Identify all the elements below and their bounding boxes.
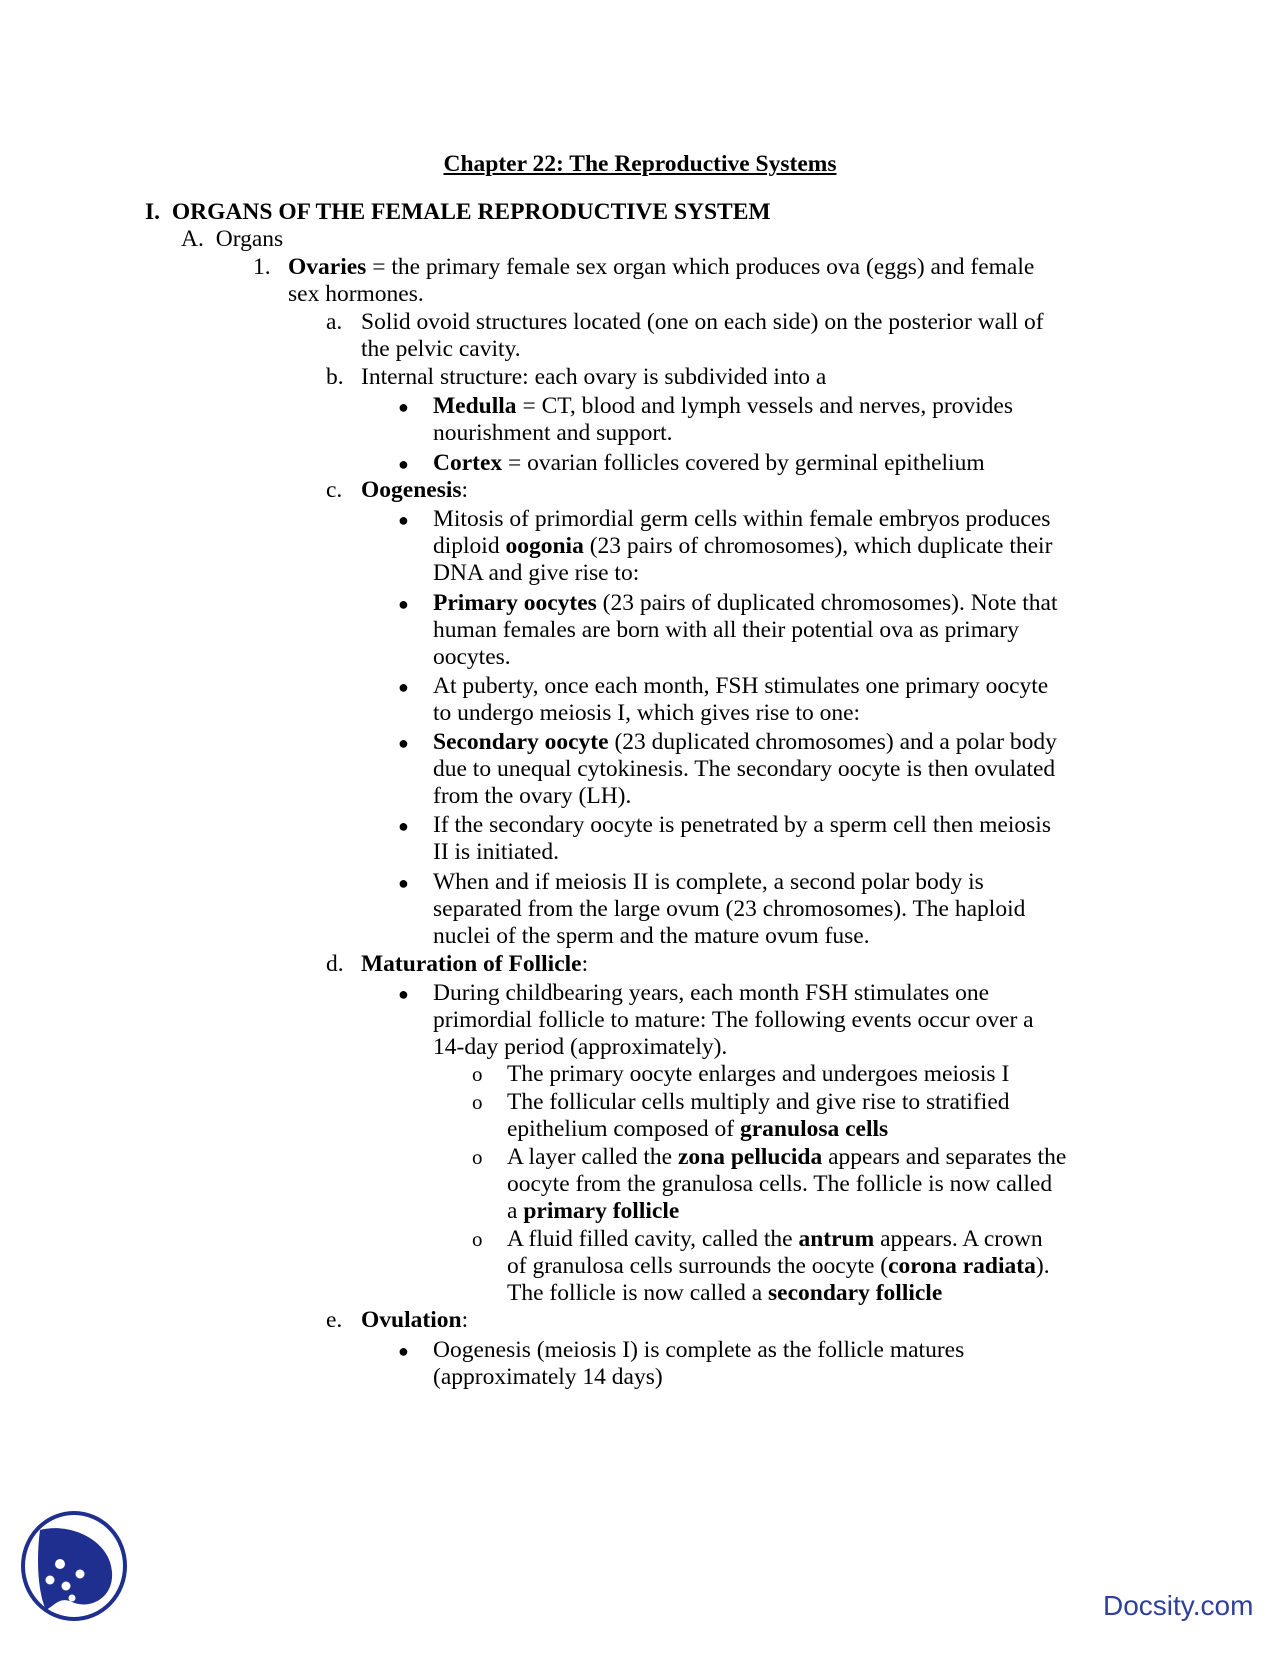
cortex-line: Cortex = ovarian follicles covered by germinal epithelium — [433, 450, 985, 476]
term-cortex: Cortex — [433, 450, 503, 476]
text-line: nourishment and support. — [433, 420, 673, 446]
text-line: of granulosa cells surrounds the oocyte (corona radiata). — [507, 1253, 1050, 1279]
subsection-letter: A. — [181, 226, 204, 252]
list-letter: d. — [326, 951, 344, 977]
subsection-heading — [181, 225, 283, 254]
ovulation-heading: Ovulation: — [361, 1307, 469, 1333]
term-secondary-oocyte: Secondary oocyte — [433, 729, 609, 755]
text-line: due to unequal cytokinesis. The secondary oocyte is then ovulated — [433, 756, 1056, 782]
circle-bullet-icon: o — [472, 1090, 483, 1114]
text-line: from the ovary (LH). — [433, 783, 632, 809]
text-line: diploid oogonia (23 pairs of chromosomes), which duplicate their — [433, 533, 1053, 559]
term-maturation: Maturation of Follicle — [361, 951, 582, 977]
bullet-icon: ● — [398, 816, 409, 836]
text-line: Primary oocytes (23 pairs of duplicated chromosomes). Note that — [433, 590, 1058, 616]
text-line: human females are born with all their potential ova as primary — [433, 617, 1019, 643]
term-oogonia: oogonia — [505, 533, 584, 559]
text-line: II is initiated. — [433, 839, 559, 865]
ovaries-line1: Ovaries = the primary female sex organ which produces ova (eggs) and female — [288, 254, 1035, 280]
subsection-label: Organs — [215, 226, 284, 252]
bullet-icon: ● — [398, 873, 409, 893]
maturation-heading: Maturation of Follicle: — [361, 951, 589, 977]
term-primary-follicle: primary follicle — [523, 1198, 680, 1224]
text-line: the pelvic cavity. — [361, 336, 521, 362]
bullet-icon: ● — [398, 594, 409, 614]
text-line: During childbearing years, each month FSH stimulates one — [433, 980, 990, 1006]
text-line: oocyte from the granulosa cells. The follicle is now called — [507, 1171, 1053, 1197]
text-line: nuclei of the sperm and the mature ovum fuse. — [433, 923, 870, 949]
term-primary-oocytes: Primary oocytes — [433, 590, 597, 616]
bullet-icon: ● — [398, 677, 409, 697]
term-medulla: Medulla — [433, 393, 517, 419]
bullet-icon: ● — [398, 510, 409, 530]
list-letter: b. — [326, 364, 344, 390]
section-heading — [145, 198, 771, 227]
term-ovaries: Ovaries — [288, 254, 367, 280]
docsity-watermark[interactable]: Docsity.com — [1103, 1590, 1254, 1621]
bullet-icon: ● — [398, 397, 409, 417]
text-line: The primary oocyte enlarges and undergoes meiosis I — [507, 1061, 1010, 1087]
bullet-icon: ● — [398, 1341, 409, 1361]
text-line: a primary follicle — [507, 1198, 680, 1224]
text-line: Secondary oocyte (23 duplicated chromosomes) and a polar body — [433, 729, 1057, 755]
text-line: The follicular cells multiply and give rise to stratified — [507, 1089, 1010, 1115]
docsity-logo-icon — [20, 1510, 129, 1623]
text-line: oocytes. — [433, 644, 511, 670]
ovaries-line2: sex hormones. — [288, 281, 424, 307]
text-line: DNA and give rise to: — [433, 560, 640, 586]
term-antrum: antrum — [798, 1226, 875, 1252]
text-line: Internal structure: each ovary is subdivided into a — [361, 364, 827, 390]
text-line: A layer called the zona pellucida appears and separates the — [507, 1144, 1067, 1170]
text-line: Oogenesis (meiosis I) is complete as the follicle matures — [433, 1337, 965, 1363]
list-letter: e. — [326, 1307, 343, 1333]
term-ovulation: Ovulation — [361, 1307, 462, 1333]
list-number: 1. — [253, 254, 271, 280]
term-zona-pellucida: zona pellucida — [677, 1144, 823, 1170]
bullet-icon: ● — [398, 984, 409, 1004]
term-secondary-follicle: secondary follicle — [768, 1280, 943, 1306]
text-line: Solid ovoid structures located (one on each side) on the posterior wall of — [361, 309, 1044, 335]
text-line: 14-day period (approximately). — [433, 1034, 728, 1060]
section-label: ORGANS OF THE FEMALE REPRODUCTIVE SYSTEM — [171, 199, 771, 225]
text-line: If the secondary oocyte is penetrated by a sperm cell then meiosis — [433, 812, 1051, 838]
list-letter: c. — [326, 477, 343, 503]
medulla-line1: Medulla = CT, blood and lymph vessels and nerves, provides — [433, 393, 1014, 419]
circle-bullet-icon: o — [472, 1145, 483, 1169]
circle-bullet-icon: o — [472, 1227, 483, 1251]
circle-bullet-icon: o — [472, 1062, 483, 1086]
text-line: At puberty, once each month, FSH stimulates one primary oocyte — [433, 673, 1049, 699]
bullet-icon: ● — [398, 454, 409, 474]
term-corona-radiata: corona radiata — [888, 1253, 1036, 1279]
oogenesis-heading: Oogenesis: — [361, 477, 469, 503]
list-letter: a. — [326, 309, 343, 335]
text-line: A fluid filled cavity, called the antrum appears. A crown — [507, 1226, 1043, 1252]
page-title: Chapter 22: The Reproductive Systems — [443, 151, 837, 177]
term-oogenesis: Oogenesis — [361, 477, 462, 503]
text-line: epithelium composed of granulosa cells — [507, 1116, 889, 1142]
text-line: The follicle is now called a secondary follicle — [507, 1280, 943, 1306]
bullet-icon: ● — [398, 733, 409, 753]
text-line: When and if meiosis II is complete, a second polar body is — [433, 869, 984, 895]
text-line: Mitosis of primordial germ cells within female embryos produces — [433, 506, 1051, 532]
text-line: separated from the large ovum (23 chromosomes). The haploid — [433, 896, 1026, 922]
text-line: (approximately 14 days) — [433, 1364, 663, 1390]
term-granulosa-cells: granulosa cells — [740, 1116, 889, 1142]
text-line: primordial follicle to mature: The following events occur over a — [433, 1007, 1034, 1033]
section-number: I. — [145, 199, 161, 225]
text-line: to undergo meiosis I, which gives rise to one: — [433, 700, 861, 726]
